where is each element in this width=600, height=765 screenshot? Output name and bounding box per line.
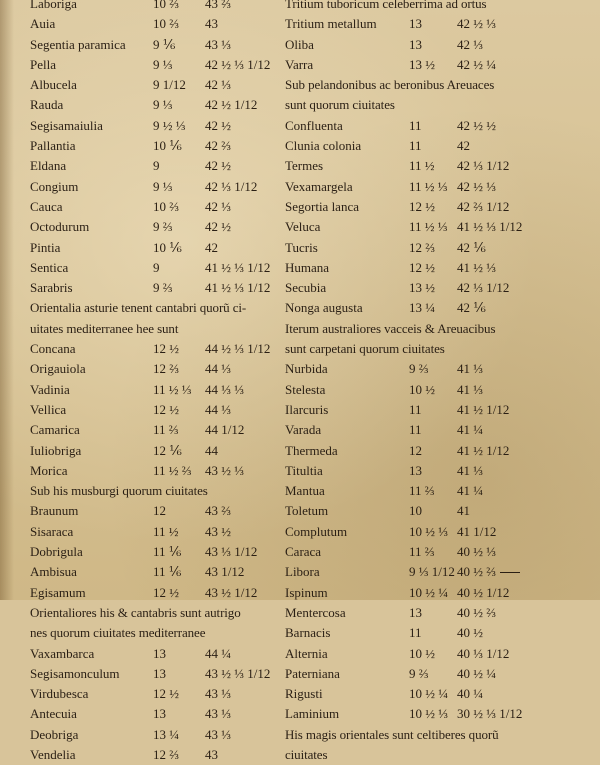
longitude-value: 10 ½ ¼ bbox=[409, 584, 448, 600]
latitude-value: 43 ⅔ bbox=[205, 0, 231, 11]
latitude-value: 43 1/12 bbox=[205, 564, 245, 580]
longitude-value: 9 ½ ⅓ bbox=[153, 117, 186, 133]
latitude-value: 42 ⅓ bbox=[205, 77, 231, 93]
longitude-value: 11 ⅙ bbox=[153, 564, 182, 580]
heading-text: Orientaliores his & cantabris sunt autrigo bbox=[30, 604, 241, 620]
latitude-value: 43 bbox=[205, 16, 218, 32]
place-name: Stelesta bbox=[285, 381, 326, 397]
longitude-value: 9 ⅓ bbox=[153, 178, 173, 194]
place-name: Alternia bbox=[285, 645, 328, 661]
latitude-value: 41 ½ 1/12 bbox=[457, 442, 510, 458]
latitude-value: 42 ½ 1/12 bbox=[205, 97, 258, 113]
place-entry bbox=[285, 197, 575, 217]
place-entry bbox=[30, 0, 275, 14]
longitude-value: 11 bbox=[409, 117, 422, 133]
place-name: Sarabris bbox=[30, 280, 73, 296]
right-column bbox=[285, 0, 575, 765]
longitude-value: 10 ⅙ bbox=[153, 239, 182, 255]
longitude-value: 13 ½ bbox=[409, 56, 435, 72]
place-name: Ispinum bbox=[285, 584, 328, 600]
place-entry bbox=[30, 542, 275, 562]
latitude-value: 44 1/12 bbox=[205, 422, 245, 438]
latitude-value: 42 ½ bbox=[205, 117, 231, 133]
latitude-value: 40 ⅓ 1/12 bbox=[457, 645, 510, 661]
place-name: Vexamargela bbox=[285, 178, 353, 194]
place-entry bbox=[30, 441, 275, 461]
place-entry bbox=[285, 116, 575, 136]
latitude-value: 41 ⅓ bbox=[457, 462, 483, 478]
place-name: Pallantia bbox=[30, 138, 76, 154]
place-name: Confluenta bbox=[285, 117, 343, 133]
place-entry bbox=[285, 704, 575, 724]
place-entry bbox=[285, 380, 575, 400]
longitude-value: 10 ⅔ bbox=[153, 198, 179, 214]
longitude-value: 13 bbox=[409, 604, 422, 620]
latitude-value: 41 bbox=[457, 503, 470, 519]
longitude-value: 12 ½ bbox=[409, 259, 435, 275]
place-entry bbox=[285, 461, 575, 481]
place-name: Laminium bbox=[285, 706, 340, 722]
place-name: Termes bbox=[285, 158, 324, 174]
longitude-value: 11 ½ ⅓ bbox=[153, 381, 192, 397]
longitude-value: 10 ⅙ bbox=[153, 138, 182, 154]
place-entry bbox=[30, 745, 275, 765]
place-name: Iuliobriga bbox=[30, 442, 82, 458]
longitude-value: 9 ⅓ 1/12 bbox=[409, 564, 455, 580]
page-edge-shadow bbox=[0, 0, 14, 600]
longitude-value: 9 ⅔ bbox=[409, 665, 429, 681]
place-name: Vaxambarca bbox=[30, 645, 95, 661]
heading-text: nes quorum ciuitates mediterranee bbox=[30, 625, 206, 641]
heading-text: His magis orientales sunt celtiberes quorũ bbox=[285, 726, 499, 742]
longitude-value: 9 ⅔ bbox=[153, 280, 173, 296]
place-name: Nurbida bbox=[285, 361, 328, 377]
longitude-value: 12 ½ bbox=[153, 584, 179, 600]
section-heading bbox=[285, 725, 575, 745]
latitude-value: 42 bbox=[205, 239, 218, 255]
place-entry bbox=[30, 75, 275, 95]
longitude-value: 10 ½ ⅓ bbox=[409, 706, 448, 722]
longitude-value: 10 ½ ¼ bbox=[409, 686, 448, 702]
place-entry bbox=[285, 562, 575, 582]
latitude-value: 43 ½ bbox=[205, 523, 231, 539]
place-name: Vellica bbox=[30, 401, 67, 417]
place-entry bbox=[285, 238, 575, 258]
latitude-value: 42 ½ ⅓ bbox=[457, 16, 496, 32]
latitude-value: 42 ⅓ 1/12 bbox=[457, 280, 510, 296]
place-name: Caraca bbox=[285, 544, 322, 560]
longitude-value: 12 bbox=[409, 442, 422, 458]
place-name: Oliba bbox=[285, 36, 314, 52]
place-name: Mantua bbox=[285, 483, 325, 499]
longitude-value: 9 ⅙ bbox=[153, 36, 176, 52]
place-entry bbox=[285, 623, 575, 643]
place-entry bbox=[30, 278, 275, 298]
latitude-value: 40 ¼ bbox=[457, 686, 483, 702]
latitude-value: 42 ⅔ 1/12 bbox=[457, 198, 510, 214]
place-name: Libora bbox=[285, 564, 320, 580]
longitude-value: 13 bbox=[409, 462, 422, 478]
place-entry bbox=[285, 603, 575, 623]
longitude-value: 9 bbox=[153, 259, 160, 275]
place-entry bbox=[30, 339, 275, 359]
latitude-value: 41 ½ ⅓ 1/12 bbox=[205, 280, 271, 296]
place-entry bbox=[285, 217, 575, 237]
longitude-value: 10 ⅔ bbox=[153, 16, 179, 32]
latitude-value: 44 ¼ bbox=[205, 645, 231, 661]
place-entry bbox=[30, 197, 275, 217]
latitude-value: 41 ⅓ bbox=[457, 381, 483, 397]
latitude-value: 40 ½ 1/12 bbox=[457, 584, 510, 600]
place-name: Pella bbox=[30, 56, 56, 72]
longitude-value: 9 ⅓ bbox=[153, 56, 173, 72]
place-name: Cauca bbox=[30, 198, 63, 214]
place-entry bbox=[285, 583, 575, 603]
place-entry bbox=[285, 278, 575, 298]
longitude-value: 13 bbox=[409, 16, 422, 32]
latitude-value: 42 ½ ¼ bbox=[457, 56, 496, 72]
latitude-value: 42 bbox=[457, 138, 470, 154]
place-entry bbox=[30, 704, 275, 724]
place-name: Dobrigula bbox=[30, 544, 83, 560]
place-name: Octodurum bbox=[30, 219, 90, 235]
longitude-value: 11 bbox=[409, 401, 422, 417]
latitude-value: 42 ⅙ bbox=[457, 239, 486, 255]
place-name: Segisamaiulia bbox=[30, 117, 103, 133]
place-entry bbox=[30, 177, 275, 197]
place-entry bbox=[30, 461, 275, 481]
place-entry bbox=[30, 238, 275, 258]
latitude-value: 44 ⅓ bbox=[205, 401, 231, 417]
latitude-value: 30 ½ ⅓ 1/12 bbox=[457, 706, 523, 722]
latitude-value: 43 bbox=[205, 746, 218, 762]
place-name: Segentia paramica bbox=[30, 36, 126, 52]
place-entry bbox=[30, 35, 275, 55]
longitude-value: 11 bbox=[409, 625, 422, 641]
latitude-value: 43 ⅓ bbox=[205, 726, 231, 742]
longitude-value: 11 ½ ⅓ bbox=[409, 219, 448, 235]
place-entry bbox=[30, 156, 275, 176]
place-entry bbox=[30, 522, 275, 542]
place-name: Laboriga bbox=[30, 0, 77, 11]
heading-text: ciuitates bbox=[285, 746, 328, 762]
place-name: Segisamonculum bbox=[30, 665, 120, 681]
place-entry bbox=[30, 95, 275, 115]
latitude-value: 40 ½ bbox=[457, 625, 483, 641]
heading-text: Orientalia asturie tenent cantabri quorũ ci- bbox=[30, 300, 247, 316]
catchword-dash bbox=[500, 572, 520, 573]
longitude-value: 11 ½ bbox=[409, 158, 435, 174]
place-entry bbox=[30, 258, 275, 278]
longitude-value: 12 ⅔ bbox=[153, 746, 179, 762]
place-entry bbox=[30, 136, 275, 156]
place-entry bbox=[30, 501, 275, 521]
section-heading bbox=[285, 0, 575, 14]
place-entry bbox=[30, 55, 275, 75]
longitude-value: 13 ¼ bbox=[409, 300, 435, 316]
place-name: Mentercosa bbox=[285, 604, 346, 620]
latitude-value: 43 ½ ⅓ 1/12 bbox=[205, 665, 271, 681]
place-name: Egisamum bbox=[30, 584, 86, 600]
place-name: Auia bbox=[30, 16, 56, 32]
latitude-value: 42 ⅙ bbox=[457, 300, 486, 316]
place-entry bbox=[285, 664, 575, 684]
place-entry bbox=[30, 664, 275, 684]
latitude-value: 40 ½ ⅓ bbox=[457, 544, 496, 560]
place-entry bbox=[30, 644, 275, 664]
place-name: Titultia bbox=[285, 462, 323, 478]
place-name: Congium bbox=[30, 178, 79, 194]
place-name: Concana bbox=[30, 341, 76, 357]
longitude-value: 10 bbox=[409, 503, 422, 519]
latitude-value: 41 ¼ bbox=[457, 422, 483, 438]
longitude-value: 11 ½ ⅔ bbox=[153, 462, 192, 478]
place-name: Sentica bbox=[30, 259, 69, 275]
longitude-value: 11 ½ bbox=[153, 523, 179, 539]
latitude-value: 43 ⅔ bbox=[205, 503, 231, 519]
longitude-value: 13 bbox=[409, 36, 422, 52]
latitude-value: 42 ½ bbox=[205, 219, 231, 235]
latitude-value: 42 ⅔ bbox=[205, 138, 231, 154]
latitude-value: 43 ⅓ 1/12 bbox=[205, 544, 258, 560]
heading-text: Sub pelandonibus ac beronibus Areuaces bbox=[285, 77, 495, 93]
latitude-value: 42 ⅓ bbox=[457, 36, 483, 52]
place-entry bbox=[30, 562, 275, 582]
place-name: Rigusti bbox=[285, 686, 323, 702]
place-entry bbox=[30, 217, 275, 237]
place-name: Varada bbox=[285, 422, 322, 438]
longitude-value: 11 ⅔ bbox=[409, 544, 435, 560]
longitude-value: 13 bbox=[153, 706, 166, 722]
longitude-value: 9 ⅔ bbox=[409, 361, 429, 377]
longitude-value: 10 ½ ⅓ bbox=[409, 523, 448, 539]
place-name: Antecuia bbox=[30, 706, 77, 722]
place-name: Nonga augusta bbox=[285, 300, 363, 316]
place-entry bbox=[30, 359, 275, 379]
place-name: Morica bbox=[30, 462, 68, 478]
place-name: Ambisua bbox=[30, 564, 77, 580]
latitude-value: 43 ⅓ bbox=[205, 686, 231, 702]
longitude-value: 12 ⅔ bbox=[153, 361, 179, 377]
place-name: Eldana bbox=[30, 158, 67, 174]
place-name: Thermeda bbox=[285, 442, 338, 458]
section-heading bbox=[30, 319, 275, 339]
place-entry bbox=[285, 400, 575, 420]
place-name: Origauiola bbox=[30, 361, 86, 377]
heading-text: Sub his musburgi quorum ciuitates bbox=[30, 483, 208, 499]
longitude-value: 11 bbox=[409, 422, 422, 438]
latitude-value: 43 ½ 1/12 bbox=[205, 584, 258, 600]
longitude-value: 11 ⅔ bbox=[409, 483, 435, 499]
place-name: Complutum bbox=[285, 523, 348, 539]
longitude-value: 10 ½ bbox=[409, 381, 435, 397]
latitude-value: 42 ½ ⅓ 1/12 bbox=[205, 56, 271, 72]
place-name: Ilarcuris bbox=[285, 401, 329, 417]
section-heading bbox=[285, 319, 575, 339]
place-entry bbox=[285, 420, 575, 440]
place-entry bbox=[285, 156, 575, 176]
place-name: Secubia bbox=[285, 280, 327, 296]
latitude-value: 44 ⅓ ⅓ bbox=[205, 381, 244, 397]
latitude-value: 44 ½ ⅓ 1/12 bbox=[205, 341, 271, 357]
place-entry bbox=[30, 583, 275, 603]
place-name: Humana bbox=[285, 259, 330, 275]
longitude-value: 11 bbox=[409, 138, 422, 154]
longitude-value: 10 ½ bbox=[409, 645, 435, 661]
latitude-value: 43 ⅓ bbox=[205, 36, 231, 52]
place-name: Albucela bbox=[30, 77, 77, 93]
place-name: Rauda bbox=[30, 97, 64, 113]
place-name: Sisaraca bbox=[30, 523, 74, 539]
longitude-value: 10 ⅔ bbox=[153, 0, 179, 11]
place-name: Paterniana bbox=[285, 665, 340, 681]
place-name: Deobriga bbox=[30, 726, 79, 742]
place-entry bbox=[285, 359, 575, 379]
section-heading bbox=[285, 745, 575, 765]
place-name: Virdubesca bbox=[30, 686, 89, 702]
place-entry bbox=[285, 177, 575, 197]
place-entry bbox=[285, 644, 575, 664]
latitude-value: 43 ½ ⅓ bbox=[205, 462, 244, 478]
longitude-value: 9 bbox=[153, 158, 160, 174]
place-name: Toletum bbox=[285, 503, 329, 519]
heading-text: Iterum australiores vacceis & Areuacibus bbox=[285, 320, 496, 336]
latitude-value: 43 ⅓ bbox=[205, 706, 231, 722]
heading-text: sunt quorum ciuitates bbox=[285, 97, 395, 113]
latitude-value: 42 ½ bbox=[205, 158, 231, 174]
place-name: Barnacis bbox=[285, 625, 331, 641]
place-entry bbox=[285, 55, 575, 75]
place-name: Tucris bbox=[285, 239, 318, 255]
place-entry bbox=[285, 136, 575, 156]
longitude-value: 12 ½ bbox=[409, 198, 435, 214]
section-heading bbox=[285, 339, 575, 359]
latitude-value: 41 ½ ⅓ 1/12 bbox=[457, 219, 523, 235]
longitude-value: 11 ⅙ bbox=[153, 544, 182, 560]
latitude-value: 44 bbox=[205, 442, 218, 458]
place-name: Clunia colonia bbox=[285, 138, 362, 154]
place-name: Segortia lanca bbox=[285, 198, 359, 214]
place-name: Veluca bbox=[285, 219, 321, 235]
longitude-value: 12 bbox=[153, 503, 166, 519]
latitude-value: 44 ⅓ bbox=[205, 361, 231, 377]
left-column bbox=[30, 0, 275, 765]
latitude-value: 40 ½ ¼ bbox=[457, 665, 496, 681]
heading-text: sunt carpetani quorum ciuitates bbox=[285, 341, 445, 357]
place-entry bbox=[30, 400, 275, 420]
place-name: Tritium metallum bbox=[285, 16, 377, 32]
latitude-value: 42 ½ ½ bbox=[457, 117, 496, 133]
latitude-value: 41 ⅓ bbox=[457, 361, 483, 377]
place-entry bbox=[285, 481, 575, 501]
longitude-value: 13 ½ bbox=[409, 280, 435, 296]
place-entry bbox=[30, 725, 275, 745]
latitude-value: 41 ¼ bbox=[457, 483, 483, 499]
place-name: Varra bbox=[285, 56, 314, 72]
longitude-value: 13 bbox=[153, 665, 166, 681]
longitude-value: 12 ½ bbox=[153, 401, 179, 417]
longitude-value: 13 bbox=[153, 645, 166, 661]
place-entry bbox=[285, 298, 575, 318]
latitude-value: 42 ½ ⅓ bbox=[457, 178, 496, 194]
latitude-value: 42 ⅓ 1/12 bbox=[457, 158, 510, 174]
longitude-value: 9 ⅔ bbox=[153, 219, 173, 235]
longitude-value: 11 ⅔ bbox=[153, 422, 179, 438]
place-name: Camarica bbox=[30, 422, 80, 438]
longitude-value: 12 ⅔ bbox=[409, 239, 435, 255]
heading-text: uitates mediterranee hee sunt bbox=[30, 320, 179, 336]
latitude-value: 40 ½ ⅔ bbox=[457, 604, 496, 620]
place-entry bbox=[285, 14, 575, 34]
place-entry bbox=[285, 35, 575, 55]
place-entry bbox=[285, 522, 575, 542]
place-name: Vadinia bbox=[30, 381, 70, 397]
latitude-value: 41 ½ ⅓ 1/12 bbox=[205, 259, 271, 275]
place-entry bbox=[30, 684, 275, 704]
latitude-value: 41 1/12 bbox=[457, 523, 497, 539]
latitude-value: 40 ½ ⅔ bbox=[457, 564, 496, 580]
place-entry bbox=[30, 380, 275, 400]
place-entry bbox=[285, 542, 575, 562]
latitude-value: 41 ½ 1/12 bbox=[457, 401, 510, 417]
place-entry bbox=[30, 420, 275, 440]
place-name: Vendelia bbox=[30, 746, 76, 762]
longitude-value: 9 1/12 bbox=[153, 77, 186, 93]
section-heading bbox=[30, 623, 275, 643]
section-heading bbox=[30, 298, 275, 318]
longitude-value: 12 ½ bbox=[153, 341, 179, 357]
latitude-value: 42 ⅓ 1/12 bbox=[205, 178, 258, 194]
longitude-value: 12 ⅙ bbox=[153, 442, 182, 458]
longitude-value: 9 ⅓ bbox=[153, 97, 173, 113]
section-heading bbox=[285, 75, 575, 95]
place-entry bbox=[285, 258, 575, 278]
place-entry bbox=[30, 116, 275, 136]
longitude-value: 11 ½ ⅓ bbox=[409, 178, 448, 194]
place-entry bbox=[285, 684, 575, 704]
place-name: Pintia bbox=[30, 239, 61, 255]
place-entry bbox=[285, 441, 575, 461]
latitude-value: 42 ⅓ bbox=[205, 198, 231, 214]
longitude-value: 13 ¼ bbox=[153, 726, 179, 742]
latitude-value: 41 ½ ⅓ bbox=[457, 259, 496, 275]
section-heading bbox=[30, 481, 275, 501]
heading-text: Tritium tuboricum celeberrima ad ortus bbox=[285, 0, 487, 11]
place-entry bbox=[30, 14, 275, 34]
longitude-value: 12 ½ bbox=[153, 686, 179, 702]
place-name: Braunum bbox=[30, 503, 79, 519]
section-heading bbox=[285, 95, 575, 115]
section-heading bbox=[30, 603, 275, 623]
place-entry bbox=[285, 501, 575, 521]
